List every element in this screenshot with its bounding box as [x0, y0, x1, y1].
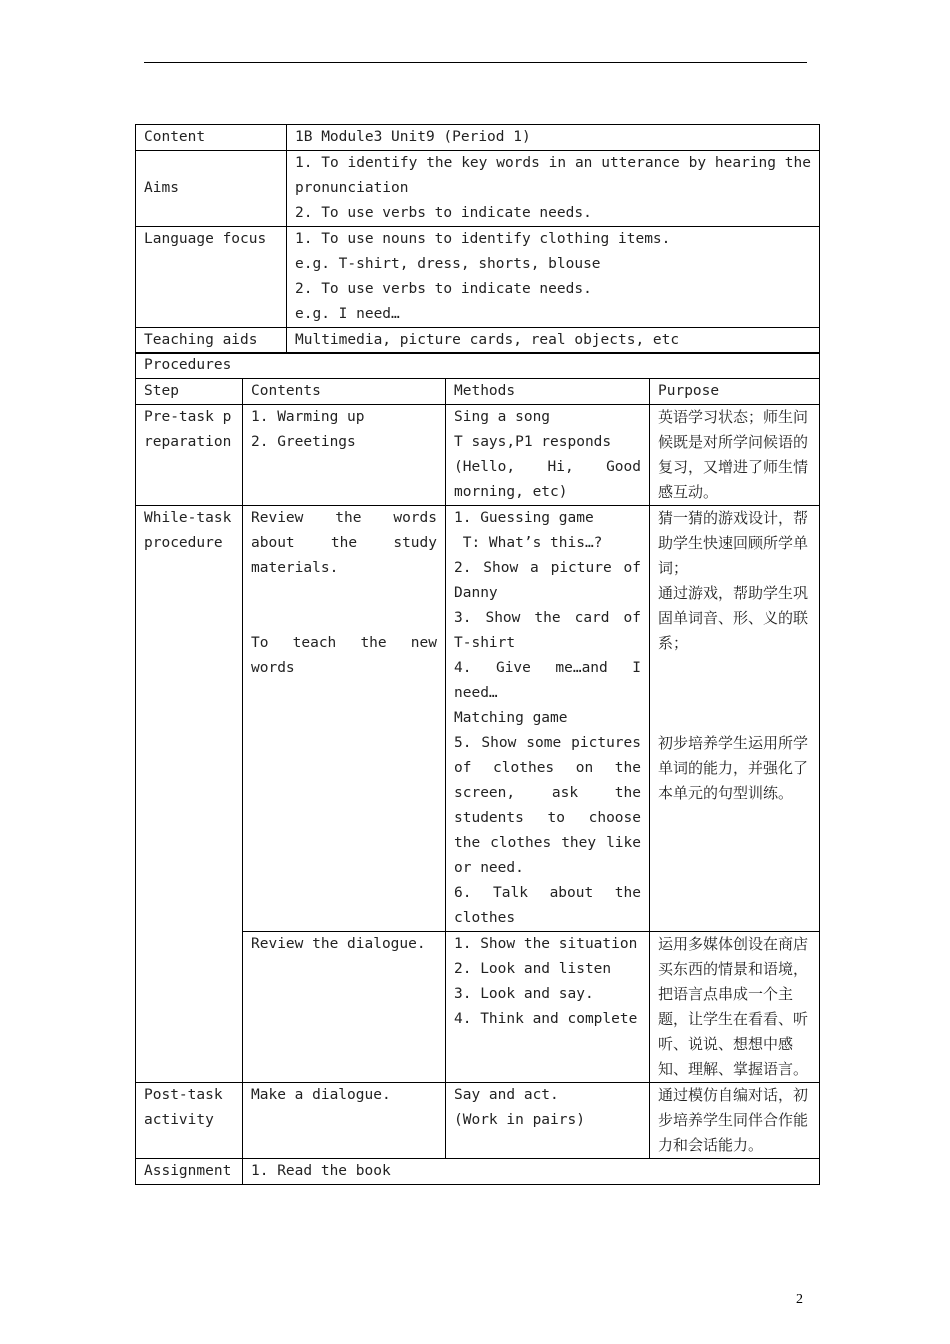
post-task-step: Post-task activity — [136, 1083, 243, 1159]
header-rule — [144, 62, 807, 63]
overview-table — [135, 124, 820, 354]
procedures-title: Procedures — [136, 353, 820, 379]
while-task-row — [136, 506, 820, 932]
while-task-purpose-words: 通过游戏，帮助学生巩固单词音、形、义的联系； — [658, 584, 809, 652]
while-task-purpose — [650, 506, 820, 932]
teaching-aids-label: Teaching aids — [136, 328, 287, 354]
content-row — [136, 125, 820, 151]
content-value: 1B Module3 Unit9 (Period 1) — [287, 125, 820, 151]
while-task-method: 4. Give me…and I need… — [454, 660, 641, 701]
while-task-method: 5. Show some pictures of clothes on the screen, ask the students to choose the clothes they like or need. — [454, 735, 641, 876]
pre-task-contents — [243, 405, 446, 506]
dialogue-methods — [446, 932, 650, 1083]
while-task-methods — [446, 506, 650, 932]
header-methods: Methods — [446, 379, 650, 405]
language-focus-line: 2. To use verbs to indicate needs. — [295, 281, 592, 297]
aims-item: 2. To use verbs to indicate needs. — [295, 205, 592, 221]
aims-item: 1. To identify the key words in an utterance by hearing the pronunciation — [295, 155, 811, 196]
pre-task-step: Pre-task preparation — [136, 405, 243, 506]
while-task-method: 3. Show the card of T-shirt — [454, 610, 641, 651]
while-task-method: Matching game — [454, 710, 568, 726]
dialogue-method: 1. Show the situation — [454, 936, 638, 952]
post-task-method: Say and act. — [454, 1087, 559, 1103]
dialogue-contents: Review the dialogue. — [243, 932, 446, 1083]
spacer — [251, 606, 437, 631]
while-task-contents — [243, 506, 446, 932]
while-task-method: T: What’s this…? — [454, 535, 603, 551]
teaching-aids-value: Multimedia, picture cards, real objects, etc — [287, 328, 820, 354]
dialogue-method: 4. Think and complete — [454, 1011, 638, 1027]
language-focus-label: Language focus — [136, 227, 287, 328]
dialogue-method: 2. Look and listen — [454, 961, 612, 977]
post-task-row — [136, 1083, 820, 1159]
language-focus-line: e.g. I need… — [295, 306, 400, 322]
pre-task-content-item: 1. Warming up — [251, 409, 365, 425]
aims-value — [287, 151, 820, 227]
spacer — [251, 581, 437, 606]
while-task-content-review: Review the words about the study materials. — [251, 510, 437, 576]
spacer — [658, 706, 811, 731]
language-focus-value — [287, 227, 820, 328]
while-task-method: 2. Show a picture of Danny — [454, 560, 641, 601]
pre-task-method: Sing a song — [454, 409, 551, 425]
aims-row — [136, 151, 820, 227]
pre-task-method: T says,P1 responds — [454, 434, 612, 450]
dialogue-method: 3. Look and say. — [454, 986, 594, 1002]
assignment-row — [136, 1159, 820, 1185]
post-task-methods — [446, 1083, 650, 1159]
header-purpose: Purpose — [650, 379, 820, 405]
header-step: Step — [136, 379, 243, 405]
while-task-step: While-task procedure — [136, 506, 243, 1083]
pre-task-content-item: 2. Greetings — [251, 434, 356, 450]
post-task-purpose: 通过模仿自编对话，初步培养学生同伴合作能力和会话能力。 — [650, 1083, 820, 1159]
teaching-aids-row — [136, 328, 820, 354]
pre-task-row — [136, 405, 820, 506]
page-number: 2 — [796, 1292, 803, 1307]
while-task-content-teach: To teach the new words — [251, 635, 437, 676]
assignment-label: Assignment — [136, 1159, 243, 1185]
spacer — [658, 656, 811, 681]
while-task-purpose-usage: 初步培养学生运用所学单词的能力，并强化了本单元的句型训练。 — [658, 734, 809, 802]
post-task-method: (Work in pairs) — [454, 1112, 585, 1128]
procedures-header-row — [136, 379, 820, 405]
while-task-method: 6. Talk about the clothes — [454, 885, 641, 926]
post-task-contents: Make a dialogue. — [243, 1083, 446, 1159]
content-label: Content — [136, 125, 287, 151]
procedures-title-row — [136, 353, 820, 379]
pre-task-methods — [446, 405, 650, 506]
procedures-table — [135, 352, 820, 1185]
language-focus-row — [136, 227, 820, 328]
dialogue-purpose: 运用多媒体创设在商店买东西的情景和语境，把语言点串成一个主题，让学生在看看、听听、说说、想想中感知、理解、掌握语言。 — [650, 932, 820, 1083]
aims-label: Aims — [136, 151, 287, 227]
pre-task-method: (Hello, Hi, Good morning, etc) — [454, 459, 641, 500]
language-focus-line: e.g. T-shirt, dress, shorts, blouse — [295, 256, 601, 272]
while-task-method: 1. Guessing game — [454, 510, 594, 526]
while-task-purpose-review: 猜一猜的游戏设计，帮助学生快速回顾所学单词； — [658, 509, 809, 577]
assignment-value: 1. Read the book — [243, 1159, 820, 1185]
language-focus-line: 1. To use nouns to identify clothing items. — [295, 231, 671, 247]
pre-task-purpose: 英语学习状态；师生问候既是对所学问候语的复习，又增进了师生情感互动。 — [650, 405, 820, 506]
spacer — [658, 681, 811, 706]
header-contents: Contents — [243, 379, 446, 405]
